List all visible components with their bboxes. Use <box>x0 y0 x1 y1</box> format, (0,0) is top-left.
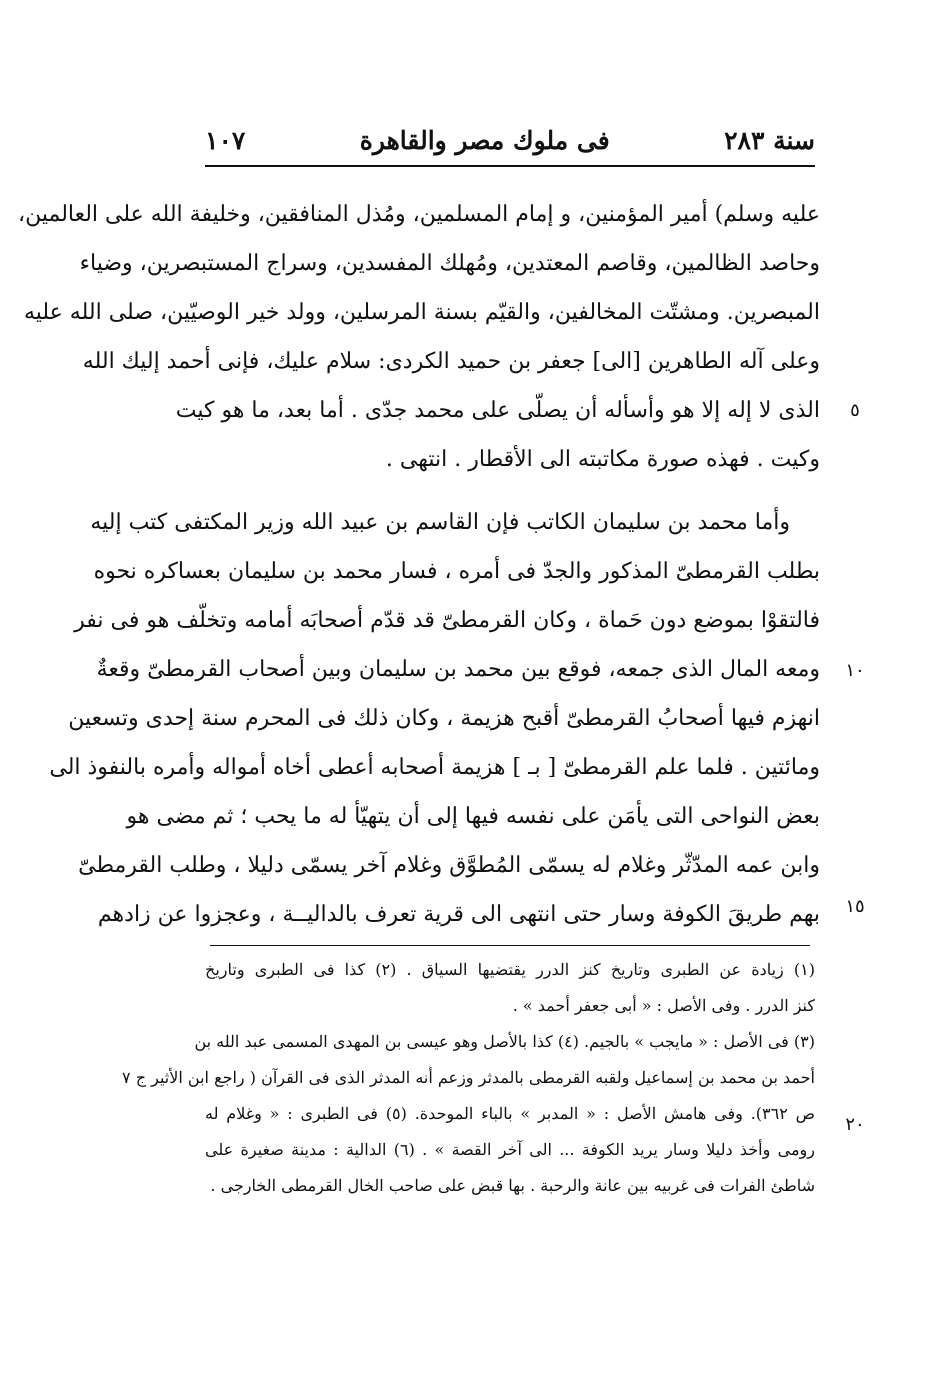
text-line: الذى لا إله إلا هو وأسأله أن يصلّى على محمد جدّى . أما بعد، ما هو كيت <box>175 398 820 423</box>
header-title: فى ملوك مصر والقاهرة <box>359 125 610 155</box>
header-page-number: ١٠٧ <box>205 125 246 155</box>
footnote-rule <box>210 945 810 946</box>
line-number-5: ٥ <box>850 400 860 421</box>
text-line: بهم طريقَ الكوفة وسار حتى انتهى الى قرية تعرف بالداليــة ، وعجزوا عن زادهم <box>97 902 820 927</box>
text-line: ومائتين . فلما علم القرمطىّ [ بـ ] هزيمة أصحابه أعطى أخاه أمواله وأمره بالنفوذ الى <box>49 755 820 780</box>
main-text <box>17 190 820 939</box>
footnote-line: ص ٣٦٢). وفى هامش الأصل : « المدبر » بالباء الموحدة. (٥) فى الطبرى : « وغلام له <box>205 1104 816 1123</box>
header-rule <box>205 165 815 167</box>
footnote-line: كنز الدرر . وفى الأصل : « أبى جعفر أحمد » . <box>512 996 815 1015</box>
footnote-line: (٣) فى الأصل : « مايجب » بالجيم. (٤) كذا بالأصل وهو عيسى بن المهدى المسمى عبد الله بن <box>194 1032 815 1051</box>
paragraph-gap <box>200 484 820 498</box>
text-line: فالتقوْا بموضع دون حَماة ، وكان القرمطىّ قد قدّم أصحابَه أمامه وتخلّف هو فى نفر <box>74 608 820 633</box>
text-line: وأما محمد بن سليمان الكاتب فإن القاسم بن عبيد الله وزير المكتفى كتب إليه <box>90 510 790 535</box>
text-line: وكيت . فهذه صورة مكاتبته الى الأقطار . انتهى . <box>385 447 820 472</box>
footnote-line: رومى وأخذ دليلا وسار يريد الكوفة ... الى آخر القصة » . (٦) الدالية : مدينة صغيرة على <box>205 1140 816 1159</box>
header-year: سنة ٢٨٣ <box>724 125 815 155</box>
text-line: وابن عمه المدّثّر وغلام له يسمّى المُطوَّق وغلام آخر يسمّى دليلا ، وطلب القرمطىّ <box>78 853 820 878</box>
text-line: بعض النواحى التى يأمَن على نفسه فيها إلى أن يتهيّأ له ما يحب ؛ ثم مضى هو <box>126 804 820 829</box>
text-line: المبصرين. ومشتّت المخالفين، والقيّم بسنة المرسلين، وولد خير الوصيّين، صلى الله عليه <box>23 300 820 325</box>
line-number-15: ١٥ <box>845 896 865 917</box>
footnote-line: شاطئ الفرات فى غربيه بين عانة والرحبة . بها قبض على صاحب الخال القرمطى الخارجى . <box>210 1176 815 1195</box>
page-header <box>205 120 815 160</box>
text-line: انهزم فيها أصحابُ القرمطىّ أقبح هزيمة ، وكان ذلك فى المحرم سنة إحدى وتسعين <box>68 706 820 731</box>
line-number-20: ٢٠ <box>845 1114 865 1135</box>
text-line: وعلى آله الطاهرين [الى] جعفر بن حميد الكردى: سلام عليك، فإنى أحمد إليك الله <box>82 349 820 374</box>
footnotes <box>122 952 816 1204</box>
footnote-line: أحمد بن محمد بن إسماعيل ولقبه القرمطى بالمدثر وزعم أنه المدثر الذى فى القرآن ( راجع ابن الأثير ج ٧ <box>122 1068 815 1087</box>
footnote-line: (١) زيادة عن الطبرى وتاريخ كنز الدرر يقتضيها السياق . (٢) كذا فى الطبرى وتاريخ <box>205 960 816 979</box>
text-line: عليه وسلم) أمير المؤمنين، و إمام المسلمين، ومُذل المنافقين، وخليفة الله على العالمين، <box>17 202 820 227</box>
line-number-10: ١٠ <box>845 660 865 681</box>
text-line: بطلب القرمطىّ المذكور والجدّ فى أمره ، فسار محمد بن سليمان بعساكره نحوه <box>93 559 820 584</box>
text-line: ومعه المال الذى جمعه، فوقع بين محمد بن سليمان وبين أصحاب القرمطىّ وقعةٌ <box>96 657 820 682</box>
text-line: وحاصد الظالمين، وقاصم المعتدين، ومُهلك المفسدين، وسراج المستبصرين، وضياء <box>79 251 820 276</box>
